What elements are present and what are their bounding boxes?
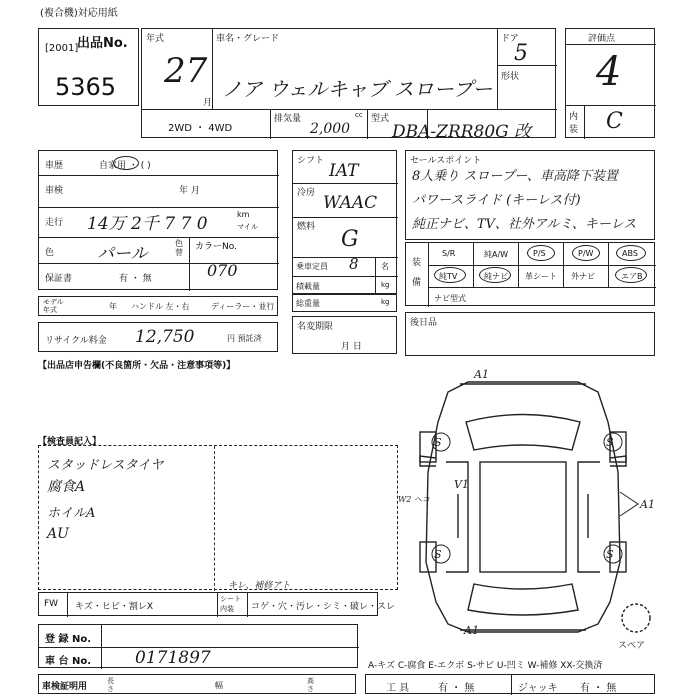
equip-ps: P/S [533,249,546,258]
drive-label: 2WD ・ 4WD [168,123,233,134]
weight-label: 総重量 [296,299,320,308]
year-label: 年式 [146,34,165,44]
equip-leather: 革シート [525,272,557,281]
name-change-box [292,316,397,354]
mark-s1: S [434,436,442,449]
color-label: 色 [45,248,55,258]
sales-line-3: 純正ナビ、TV、社外アルミ、キーレス [412,217,637,232]
sales-line-2: パワースライド (キーレス付) [412,193,581,208]
year-suffix: 月 [203,98,213,108]
mileage-km: km [237,210,250,219]
model-label: 型式 [371,114,390,124]
jack-label: ジャッキ [518,683,558,694]
equipment-label: 装備 [412,258,422,288]
equip-airbag: エアB [621,272,643,281]
door-value: 5 [514,41,528,66]
equip-airbag-circle [615,267,647,283]
footer-tools-row [365,674,655,694]
equip-ext-navi: 外ナビ [571,272,595,281]
model-value: DBA-ZRR80G 改 [392,122,532,142]
lot-number: 5365 [55,73,117,101]
chassis-value: 0171897 [135,648,211,668]
fw-label: FW [44,599,59,609]
load-label: 積載量 [296,282,320,291]
capacity-label: 乗車定員 [296,262,328,271]
car-diagram [398,362,698,652]
score-label: 評価点 [588,34,616,44]
inspection-label: 車検 [45,186,64,196]
ac-value: WAAC [323,193,378,213]
middle-block [292,150,397,294]
mark-v1: V1 [454,478,469,491]
displacement-value: 2,000 [310,121,351,137]
mark-w2: W2 ヘコ [398,495,430,504]
ac-label: 冷房 [297,188,316,198]
length-label: 長さ [107,677,114,693]
height-label: 高さ [307,677,314,693]
shape-label: 形状 [501,72,520,82]
history-circle [113,156,139,170]
model-year-year: 年 [109,302,117,311]
year-value: 27 [164,51,208,91]
equip-ps-circle [527,245,555,261]
name-change-label: 名変期限 [297,322,334,332]
color-change-label: 色替 [175,239,183,257]
fuel-label: 燃料 [297,222,316,232]
equip-tv: 純TV [439,272,458,281]
seat-label: シート内装 [220,595,241,613]
score-value: 4 [596,49,622,95]
warranty-label: 保証書 [45,274,73,284]
cert-label: 車検証明用 [42,682,88,692]
exhibitor-label: 【出品店申告欄(不良箇所・欠品・注意事項等)】 [38,361,236,371]
lot-box [38,28,139,106]
shift-value: IAT [329,161,359,181]
equip-navi: 純ナビ [484,272,508,281]
model-year-label: モデル年式 [43,298,64,314]
recycle-row [38,322,278,352]
recycle-suffix: 円 預託済 [227,334,262,343]
jack-value: 有 ・ 無 [580,683,617,694]
model-year-row [38,296,278,316]
car-info-block [141,28,556,142]
spare-label: スペア [618,641,646,651]
warranty-value: 有 ・ 無 [119,274,152,284]
displacement-unit: cc [355,111,363,119]
equip-aw: 純A/W [484,250,509,259]
inspector-note-4: AU [47,526,69,542]
left-info-block [38,150,278,290]
capacity-value: 8 [349,255,359,273]
registration-box [38,624,358,668]
mark-s3: S [434,548,442,561]
seat-note: キレ、補修アト [228,581,291,591]
equip-abs: ABS [622,249,638,258]
name-label: 車名・グレード [216,34,280,44]
sales-line-1: 8人乗り スロープー、車高降下装置 [412,169,618,184]
lot-label: 出品No. [77,36,128,51]
score-box [565,28,655,138]
equip-pw-circle [572,245,600,261]
memo-label: 後日品 [410,318,438,328]
inspector-note-1: スタッドレスタイヤ [47,458,164,473]
equipment-box [405,242,655,306]
mileage-value: 14万 2千 7 7 0 [87,214,208,234]
weight-row [292,294,397,312]
seat-value: コゲ・穴・汚レ・シミ・破レ・スレ [251,602,396,612]
header-text: (複合機)対応用紙 [40,8,118,19]
colorno-value: 070 [207,261,238,280]
mark-s4: S [606,548,614,561]
tools-value: 有 ・ 無 [438,683,475,694]
fuel-value: G [341,227,359,252]
model-year-dealer: ディーラー・並行 [211,302,275,311]
equip-pw: P/W [578,249,594,258]
mark-right: A1 [640,498,655,511]
model-year-handle: ハンドル 左・右 [131,302,190,311]
shift-label: シフト [297,156,325,166]
mileage-label: 走行 [45,218,64,228]
mark-s2: S [606,436,614,449]
lot-year-stamp: [2001] [45,43,79,54]
equip-abs-circle [616,245,646,261]
mark-front: A1 [474,368,489,381]
navi-model-label: ナビ型式 [434,294,466,303]
mark-rear: A1 [464,624,479,637]
memo-box [405,312,655,356]
width-label: 幅 [215,681,223,690]
colorno-label: カラーNo. [195,242,237,252]
capacity-unit: 名 [381,262,389,271]
mileage-mile: マイル [237,223,258,231]
name-change-value: 月 日 [341,342,362,352]
equip-navi-circle [479,267,511,283]
registration-label: 登 録 No. [45,634,92,645]
name-value: ノア ウェルキャブ スロープー [222,77,493,101]
sales-label: セールスポイント [410,156,482,166]
history-value: 自家用 ・ ( ) [99,161,151,171]
tools-label: 工 具 [386,683,410,694]
color-value: パール [97,244,148,264]
displacement-label: 排気量 [274,114,302,124]
legend-text: A-キズ C-腐食 E-エクボ S-サビ U-凹ミ W-補修 XX-交換済 [368,661,603,671]
sales-box [405,150,655,240]
inspector-box [38,445,398,590]
inspection-value: 年 月 [179,186,200,196]
weight-unit: kg [381,298,390,306]
footer-cert-row [38,674,356,694]
inspector-note-2: 腐食A [47,479,86,495]
interior-value: C [606,109,623,134]
equip-tv-circle [434,267,466,283]
load-unit: kg [381,281,390,289]
interior-label: 内装 [569,112,579,135]
door-label: ドア [501,34,519,44]
history-label: 車歴 [45,161,64,171]
condition-row [38,592,396,616]
recycle-value: 12,750 [135,327,195,347]
fw-value: キズ・ヒビ・割レX [75,602,153,612]
inspector-note-3: ホイルA [47,506,96,521]
inspector-label: 【検査員記入】 [38,437,102,447]
equip-sr: S/R [442,249,456,258]
chassis-label: 車 台 No. [45,656,92,667]
recycle-label: リサイクル料金 [45,336,107,346]
